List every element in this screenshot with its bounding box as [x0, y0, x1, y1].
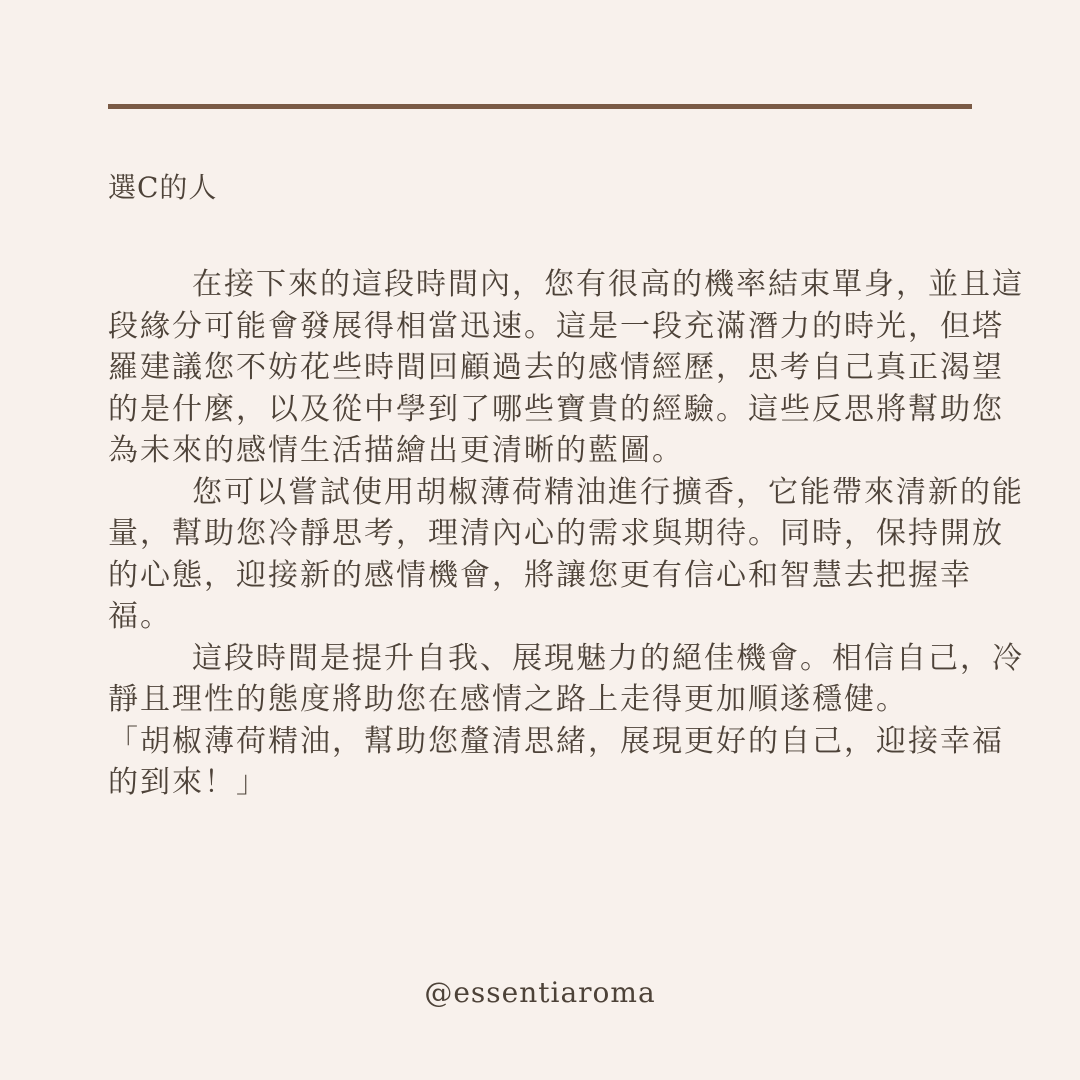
body-text — [108, 264, 1028, 804]
paragraph-2: 您可以嘗試使用胡椒薄荷精油進行擴香，它能帶來清新的能量，幫助您冷靜思考，理清內心的需求與期待。同時，保持開放的心態，迎接新的感情機會，將讓您更有信心和智慧去把握幸福。 — [108, 474, 1024, 634]
top-divider-line — [108, 104, 972, 109]
section-heading: 選C的人 — [108, 171, 218, 204]
paragraph-1: 在接下來的這段時間內，您有很高的機率結束單身，並且這段緣分可能會發展得相當迅速。這是一段充滿潛力的時光，但塔羅建議您不妨花些時間回顧過去的感情經歷，思考自己真正渴望的是什麼，以及從中學到了哪些寶貴的經驗。這些反思將幫助您為未來的感情生活描繪出更清晰的藍圖。 — [108, 267, 1024, 468]
instagram-handle: @essentiaroma — [424, 976, 656, 1009]
closing-quote: 「胡椒薄荷精油，幫助您釐清思緒，展現更好的自己，迎接幸福的到來！」 — [108, 723, 1004, 800]
paragraph-3: 這段時間是提升自我、展現魅力的絕佳機會。相信自己，冷靜且理性的態度將助您在感情之路上走得更加順遂穩健。 — [108, 640, 1024, 717]
